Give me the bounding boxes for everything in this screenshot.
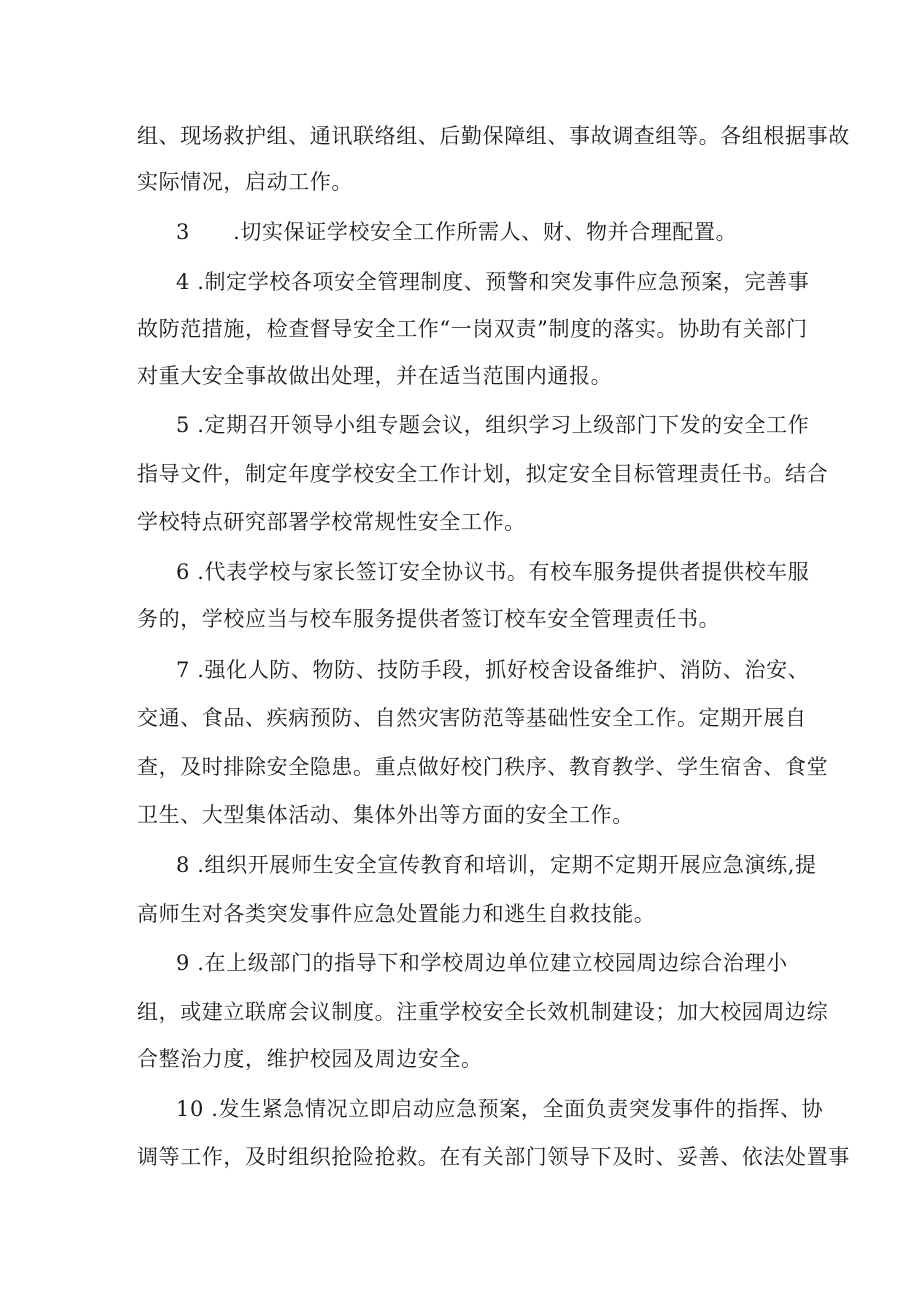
item-7-line-2: 交通、食品、疾病预防、自然灾害防范等基础性安全工作。定期开展自	[137, 706, 807, 730]
item-4-line-1: 4 .制定学校各项安全管理制度、预警和突发事件应急预案，完善事	[176, 270, 810, 294]
item-3-line-1: 3 .切实保证学校安全工作所需人、财、物并合理配置。	[176, 220, 738, 244]
item-7-line-3: 查，及时排除安全隐患。重点做好校门秩序、教育教学、学生宿舍、食堂	[137, 755, 829, 779]
item-6-line-2: 务的，学校应当与校车服务提供者签订校车安全管理责任书。	[137, 607, 721, 631]
item-5-line-3: 学校特点研究部署学校常规性安全工作。	[137, 510, 526, 534]
item-10-line-2: 调等工作，及时组织抢险抢救。在有关部门领导下及时、妥善、依法处置事	[137, 1145, 850, 1169]
item-4-line-3: 对重大安全事故做出处理，并在适当范围内通报。	[137, 364, 613, 388]
text-line-2: 实际情况，启动工作。	[137, 170, 353, 194]
item-7-line-1: 7 .强化人防、物防、技防手段，抓好校舍设备维护、消防、治安、	[176, 658, 810, 682]
item-9-line-1: 9 .在上级部门的指导下和学校周边单位建立校园周边综合治理小	[176, 951, 788, 975]
item-8-line-1: 8 .组织开展师生安全宣传教育和培训，定期不定期开展应急演练,提	[176, 853, 817, 877]
item-6-line-1: 6 .代表学校与家长签订安全协议书。有校车服务提供者提供校车服	[176, 560, 810, 584]
item-9-line-3: 合整治力度，维护校园及周边安全。	[137, 1047, 483, 1071]
item-9-line-2: 组，或建立联席会议制度。注重学校安全长效机制建设；加大校园周边综	[137, 1000, 829, 1024]
item-7-line-4: 卫生、大型集体活动、集体外出等方面的安全工作。	[137, 803, 634, 827]
text-line-1: 组、现场救护组、通讯联络组、后勤保障组、事故调查组等。各组根据事故	[137, 124, 850, 148]
item-10-line-1: 10 .发生紧急情况立即启动应急预案，全面负责突发事件的指挥、协	[176, 1097, 824, 1121]
item-8-line-2: 高师生对各类突发事件应急处置能力和逃生自救技能。	[137, 902, 656, 926]
item-4-line-2: 故防范措施，检查督导安全工作“一岗双责”制度的落实。协助有关部门	[137, 317, 808, 341]
item-5-line-1: 5 .定期召开领导小组专题会议，组织学习上级部门下发的安全工作	[176, 413, 810, 437]
item-5-line-2: 指导文件，制定年度学校安全工作计划，拟定安全目标管理责任书。结合	[137, 462, 829, 486]
